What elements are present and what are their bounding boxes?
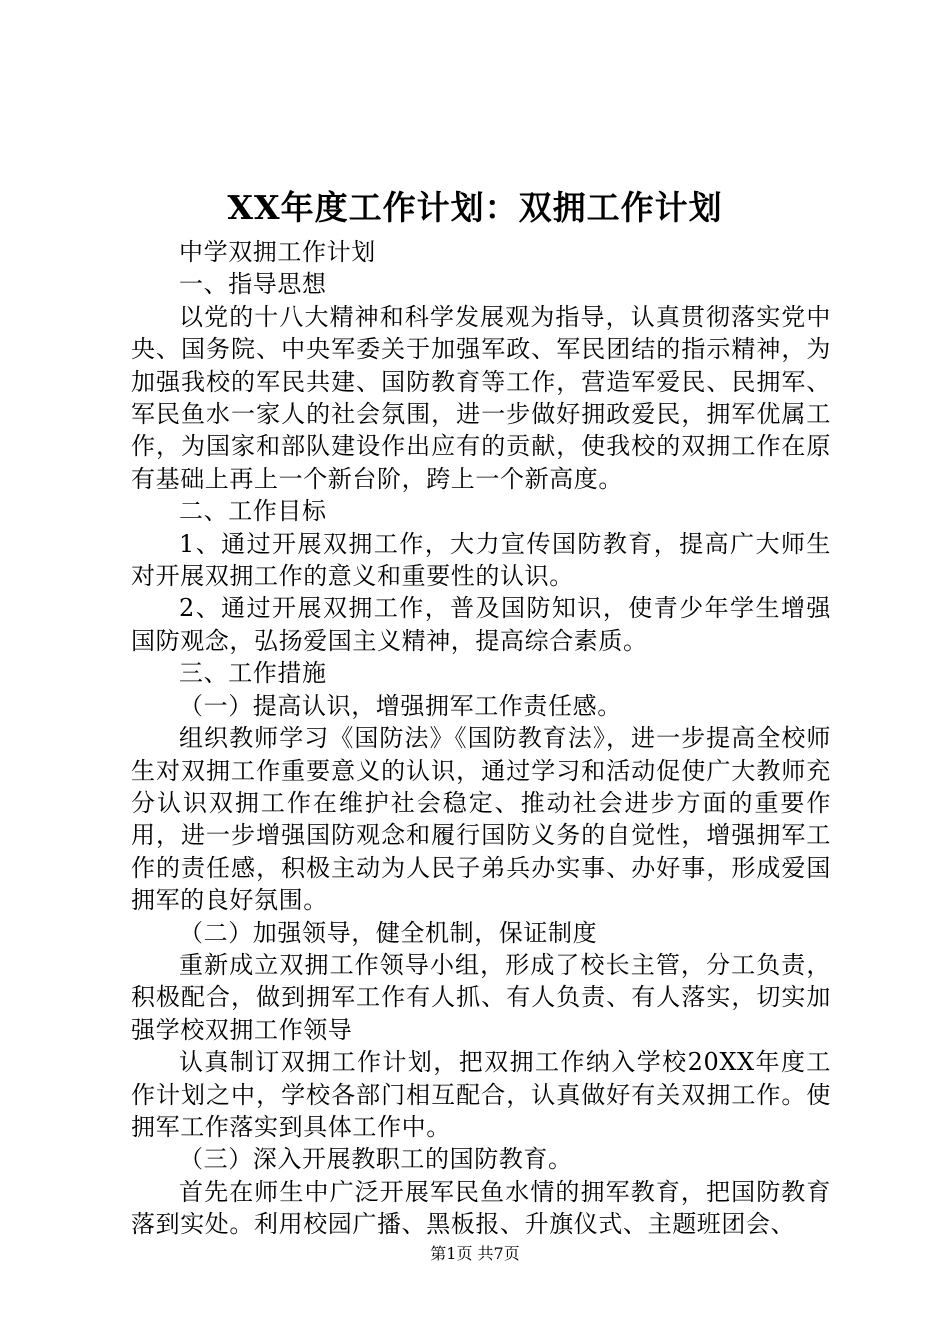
paragraph-measure-2b: 认真制订双拥工作计划，把双拥工作纳入学校20XX年度工作计划之中，学校各部门相互配合，认真做好有关双拥工作。使拥军工作落实到具体工作中。	[131, 1048, 831, 1141]
paragraph-goal-1: 1、通过开展双拥工作，大力宣传国防教育，提高广大师生对开展双拥工作的意义和重要性的认识。	[131, 529, 831, 591]
paragraph-measure-3: 首先在师生中广泛开展军民鱼水情的拥军教育，把国防教育落到实处。利用校园广播、黑板报、升旗仪式、主题班团会、	[131, 1177, 831, 1239]
heading-work-goals: 二、工作目标	[179, 497, 327, 526]
page-footer: 第1页 共7页	[430, 1244, 520, 1263]
heading-guiding-ideology: 一、指导思想	[179, 270, 327, 299]
paragraph-goal-2: 2、通过开展双拥工作，普及国防知识，使青少年学生增强国防观念，弘扬爱国主义精神，提高综合素质。	[131, 594, 831, 655]
paragraph-measure-1: 组织教师学习《国防法》《国防教育法》，进一步提高全校师生对双拥工作重要意义的认识，通过学习和活动促使广大教师充分认识双拥工作在维护社会稳定、推动社会进步方面的重要作用，进一步增强国防观念和履行国防义务的自觉性，增强拥军工作的责任感，积极主动为人民子弟兵办实事、办好事，形成爱国拥军的良好氛围。	[131, 724, 831, 915]
document-title: XX年度工作计划：双拥工作计划	[227, 188, 723, 227]
subheading-measure-2: （二）加强领导，健全机制，保证制度	[179, 918, 598, 947]
subheading-measure-1: （一）提高认识，增强拥军工作责任感。	[179, 691, 622, 720]
document-body	[131, 236, 831, 1241]
subheading-measure-3: （三）深入开展教职工的国防教育。	[179, 1145, 573, 1174]
paragraph-subtitle: 中学双拥工作计划	[179, 238, 376, 266]
heading-work-measures: 三、工作措施	[179, 659, 327, 688]
paragraph-guiding-ideology: 以党的十八大精神和科学发展观为指导，认真贯彻落实党中央、国务院、中央军委关于加强军政、军民团结的指示精神，为加强我校的军民共建、国防教育等工作，营造军爱民、民拥军、军民鱼水一家人的社会氛围，进一步做好拥政爱民，拥军优属工作，为国家和部队建设作出应有的贡献，使我校的双拥工作在原有基础上再上一个新台阶，跨上一个新高度。	[131, 302, 831, 493]
paragraph-measure-2a: 重新成立双拥工作领导小组，形成了校长主管，分工负责，积极配合，做到拥军工作有人抓、有人负责、有人落实，切实加强学校双拥工作领导	[131, 950, 831, 1044]
